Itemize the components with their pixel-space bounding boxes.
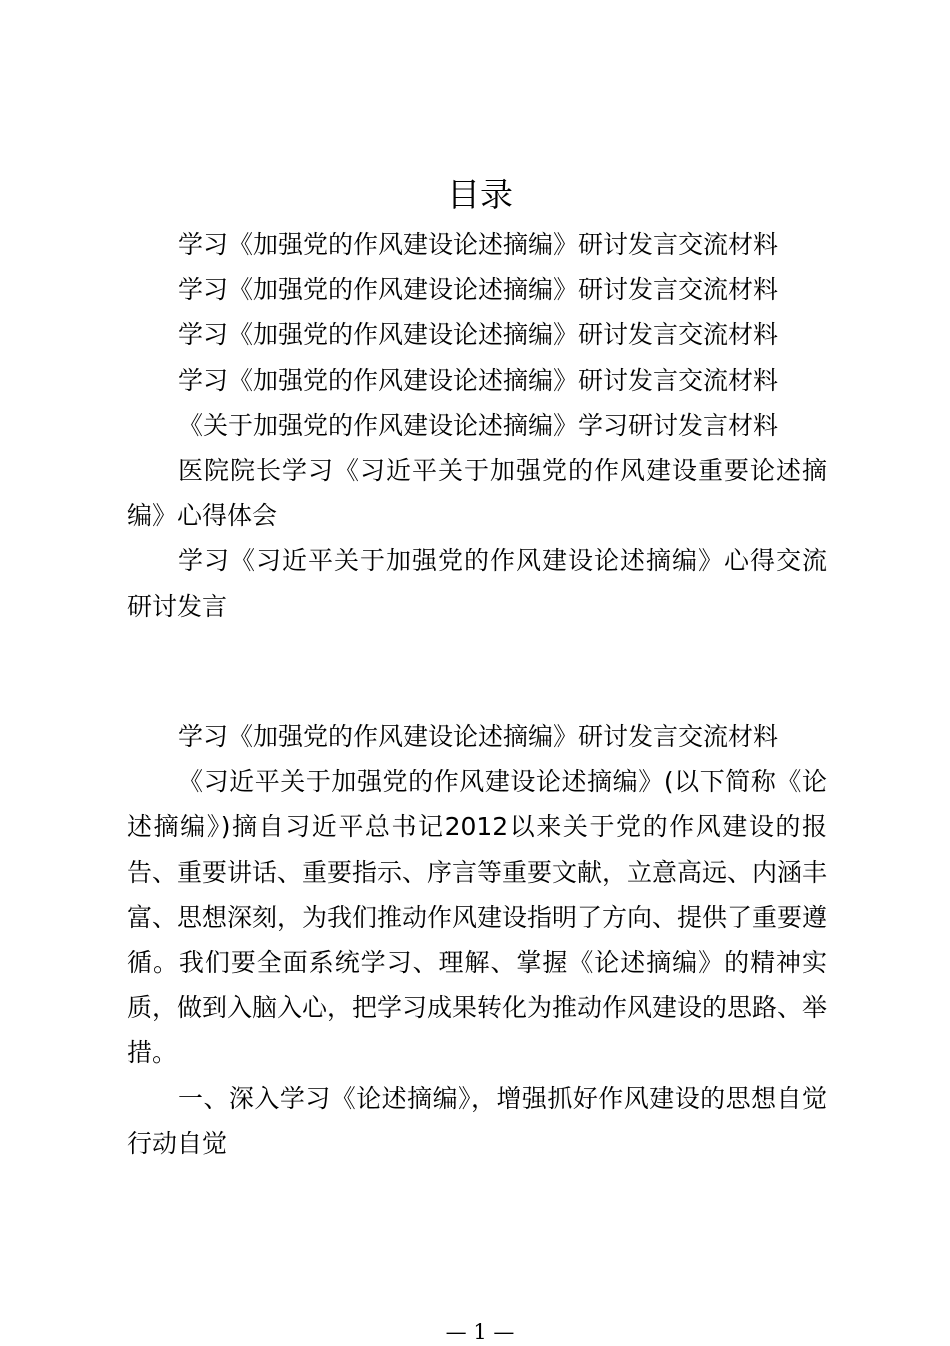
toc-item[interactable]: 医院院长学习《习近平关于加强党的作风建设重要论述摘编》心得体会: [127, 456, 827, 531]
section-heading: 一、深入学习《论述摘编》，增强抓好作风建设的思想自觉行动自觉: [127, 1083, 827, 1158]
toc-item[interactable]: 学习《加强党的作风建设论述摘编》研讨发言交流材料: [178, 320, 779, 350]
page-number: — 1 —: [445, 1320, 515, 1344]
toc-item[interactable]: 学习《习近平关于加强党的作风建设论述摘编》心得交流研讨发言: [127, 546, 827, 621]
toc-item[interactable]: 《关于加强党的作风建设论述摘编》学习研讨发言材料: [178, 410, 779, 440]
toc-item[interactable]: 学习《加强党的作风建设论述摘编》研讨发言交流材料: [178, 275, 779, 305]
toc-item[interactable]: 学习《加强党的作风建设论述摘编》研讨发言交流材料: [178, 230, 779, 259]
toc-item[interactable]: 学习《加强党的作风建设论述摘编》研讨发言交流材料: [178, 365, 779, 395]
article-title: 学习《加强党的作风建设论述摘编》研讨发言交流材料: [178, 722, 779, 751]
toc-title: 目录: [447, 175, 513, 214]
table-of-contents: [127, 222, 827, 629]
article-paragraph: 《习近平关于加强党的作风建设论述摘编》(以下简称《论述摘编》)摘自习近平总书记2012以来关于党的作风建设的报告、重要讲话、重要指示、序言等重要文献，立意高远、内涵丰富、思想深刻，为我们推动作风建设指明了方向、提供了重要遵循。我们要全面系统学习、理解、掌握《论述摘编》的精神实质，做到入脑入心，把学习成果转化为推动作风建设的思路、举措。: [127, 767, 828, 1068]
article-section: [127, 714, 827, 1166]
